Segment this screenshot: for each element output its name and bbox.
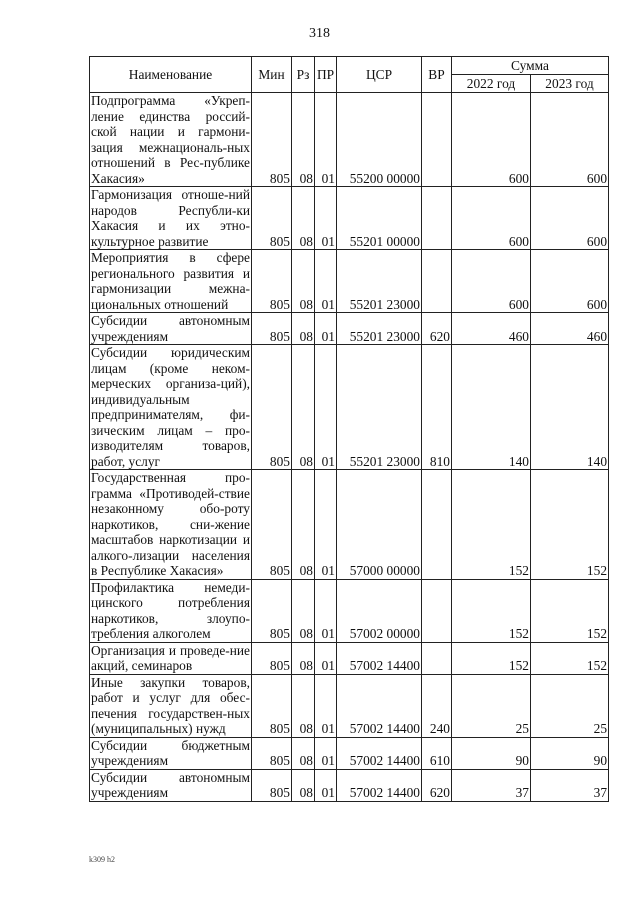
- cell-y2023: 90: [531, 737, 609, 769]
- cell-y2022: 152: [452, 470, 531, 580]
- footer-code: k309 h2: [89, 855, 115, 864]
- cell-name: Субсидии юридическим лицам (кроме неком-мерческих организа-ций), индивидуальным предпринимателям, фи-зическим лицам – про-изводителям товаров, работ, услуг: [91, 345, 250, 469]
- cell-y2022: 460: [452, 313, 531, 345]
- cell-y2022: 600: [452, 250, 531, 313]
- cell-min: 805: [252, 345, 292, 470]
- cell-rz: 08: [292, 187, 315, 250]
- cell-y2022: 152: [452, 642, 531, 674]
- cell-pr: 01: [315, 579, 337, 642]
- cell-pr: 01: [315, 769, 337, 801]
- cell-vr: [422, 579, 452, 642]
- header-vr: ВР: [422, 57, 452, 93]
- cell-y2022: 25: [452, 674, 531, 737]
- cell-csr: 57002 14400: [337, 737, 422, 769]
- cell-name: Субсидии бюджетным учреждениям: [91, 737, 250, 768]
- table-row: [90, 642, 609, 674]
- cell-y2022: 90: [452, 737, 531, 769]
- cell-min: 805: [252, 642, 292, 674]
- table-body: [90, 93, 609, 802]
- cell-name: Государственная про-грамма «Противодей-ствие незаконному обо-роту наркотиков, сни-жение масштабов наркотизации и алкого-лизации населения в Республике Хакасия»: [91, 470, 250, 578]
- cell-y2023: 600: [531, 93, 609, 187]
- table-row: [90, 579, 609, 642]
- header-2023: 2023 год: [531, 75, 609, 93]
- cell-min: 805: [252, 187, 292, 250]
- cell-vr: [422, 470, 452, 580]
- cell-vr: 810: [422, 345, 452, 470]
- cell-vr: [422, 93, 452, 187]
- table-row: [90, 674, 609, 737]
- cell-rz: 08: [292, 674, 315, 737]
- cell-vr: 620: [422, 769, 452, 801]
- cell-pr: 01: [315, 642, 337, 674]
- cell-y2022: 600: [452, 93, 531, 187]
- table-row: [90, 313, 609, 345]
- cell-name: Субсидии автономным учреждениям: [91, 769, 250, 800]
- cell-y2023: 140: [531, 345, 609, 470]
- cell-pr: 01: [315, 674, 337, 737]
- cell-name: Мероприятия в сфере регионального развития и гармонизации межна-циональных отношений: [91, 250, 250, 312]
- cell-min: 805: [252, 579, 292, 642]
- cell-min: 805: [252, 313, 292, 345]
- cell-y2022: 140: [452, 345, 531, 470]
- page-number: 318: [309, 26, 330, 41]
- cell-y2023: 37: [531, 769, 609, 801]
- cell-csr: 57002 14400: [337, 769, 422, 801]
- cell-csr: 57002 14400: [337, 642, 422, 674]
- budget-table: [89, 56, 609, 802]
- cell-rz: 08: [292, 579, 315, 642]
- table-row: [90, 250, 609, 313]
- cell-rz: 08: [292, 345, 315, 470]
- cell-csr: 55200 00000: [337, 93, 422, 187]
- cell-rz: 08: [292, 470, 315, 580]
- cell-csr: 55201 23000: [337, 313, 422, 345]
- cell-y2023: 25: [531, 674, 609, 737]
- header-min: Мин: [252, 57, 292, 93]
- cell-rz: 08: [292, 737, 315, 769]
- cell-vr: 240: [422, 674, 452, 737]
- cell-name: Гармонизация отноше-ний народов Республи-ки Хакасия и их этно-культурное развитие: [91, 187, 250, 249]
- cell-csr: 57000 00000: [337, 470, 422, 580]
- cell-min: 805: [252, 470, 292, 580]
- cell-y2023: 460: [531, 313, 609, 345]
- cell-vr: 620: [422, 313, 452, 345]
- cell-pr: 01: [315, 250, 337, 313]
- cell-y2022: 37: [452, 769, 531, 801]
- cell-pr: 01: [315, 345, 337, 470]
- cell-min: 805: [252, 250, 292, 313]
- cell-rz: 08: [292, 642, 315, 674]
- table-row: [90, 769, 609, 801]
- cell-pr: 01: [315, 470, 337, 580]
- cell-rz: 08: [292, 769, 315, 801]
- cell-csr: 55201 00000: [337, 187, 422, 250]
- cell-csr: 57002 00000: [337, 579, 422, 642]
- cell-csr: 55201 23000: [337, 250, 422, 313]
- header-2022: 2022 год: [452, 75, 531, 93]
- cell-name: Профилактика немеди-цинского потребления наркотиков, злоупо-требления алкоголем: [91, 579, 250, 641]
- cell-y2022: 600: [452, 187, 531, 250]
- header-row: [90, 57, 609, 75]
- cell-y2023: 152: [531, 642, 609, 674]
- cell-y2023: 600: [531, 250, 609, 313]
- cell-csr: 55201 23000: [337, 345, 422, 470]
- cell-name: Субсидии автономным учреждениям: [91, 313, 250, 344]
- cell-min: 805: [252, 93, 292, 187]
- cell-pr: 01: [315, 313, 337, 345]
- cell-y2023: 152: [531, 579, 609, 642]
- cell-pr: 01: [315, 737, 337, 769]
- cell-y2023: 152: [531, 470, 609, 580]
- cell-vr: [422, 642, 452, 674]
- cell-vr: 610: [422, 737, 452, 769]
- header-name: Наименование: [90, 57, 252, 93]
- table-row: [90, 93, 609, 187]
- cell-y2022: 152: [452, 579, 531, 642]
- cell-csr: 57002 14400: [337, 674, 422, 737]
- cell-min: 805: [252, 674, 292, 737]
- cell-y2023: 600: [531, 187, 609, 250]
- cell-name: Иные закупки товаров, работ и услуг для обес-печения государствен-ных (муниципальных) нужд: [91, 674, 250, 736]
- table-row: [90, 737, 609, 769]
- cell-rz: 08: [292, 93, 315, 187]
- header-rz: Рз: [292, 57, 315, 93]
- cell-vr: [422, 187, 452, 250]
- cell-rz: 08: [292, 250, 315, 313]
- cell-name: Подпрограмма «Укреп-ление единства россий-ской нации и гармони-зация межнациональ-ных отношений в Рес-публике Хакасия»: [91, 93, 250, 186]
- header-csr: ЦСР: [337, 57, 422, 93]
- cell-min: 805: [252, 737, 292, 769]
- table-row: [90, 345, 609, 470]
- header-sum: Сумма: [452, 57, 609, 75]
- cell-min: 805: [252, 769, 292, 801]
- table-row: [90, 187, 609, 250]
- cell-name: Организация и проведе-ние акций, семинаров: [91, 642, 250, 673]
- cell-pr: 01: [315, 93, 337, 187]
- cell-pr: 01: [315, 187, 337, 250]
- header-pr: ПР: [315, 57, 337, 93]
- cell-vr: [422, 250, 452, 313]
- cell-rz: 08: [292, 313, 315, 345]
- table-row: [90, 470, 609, 580]
